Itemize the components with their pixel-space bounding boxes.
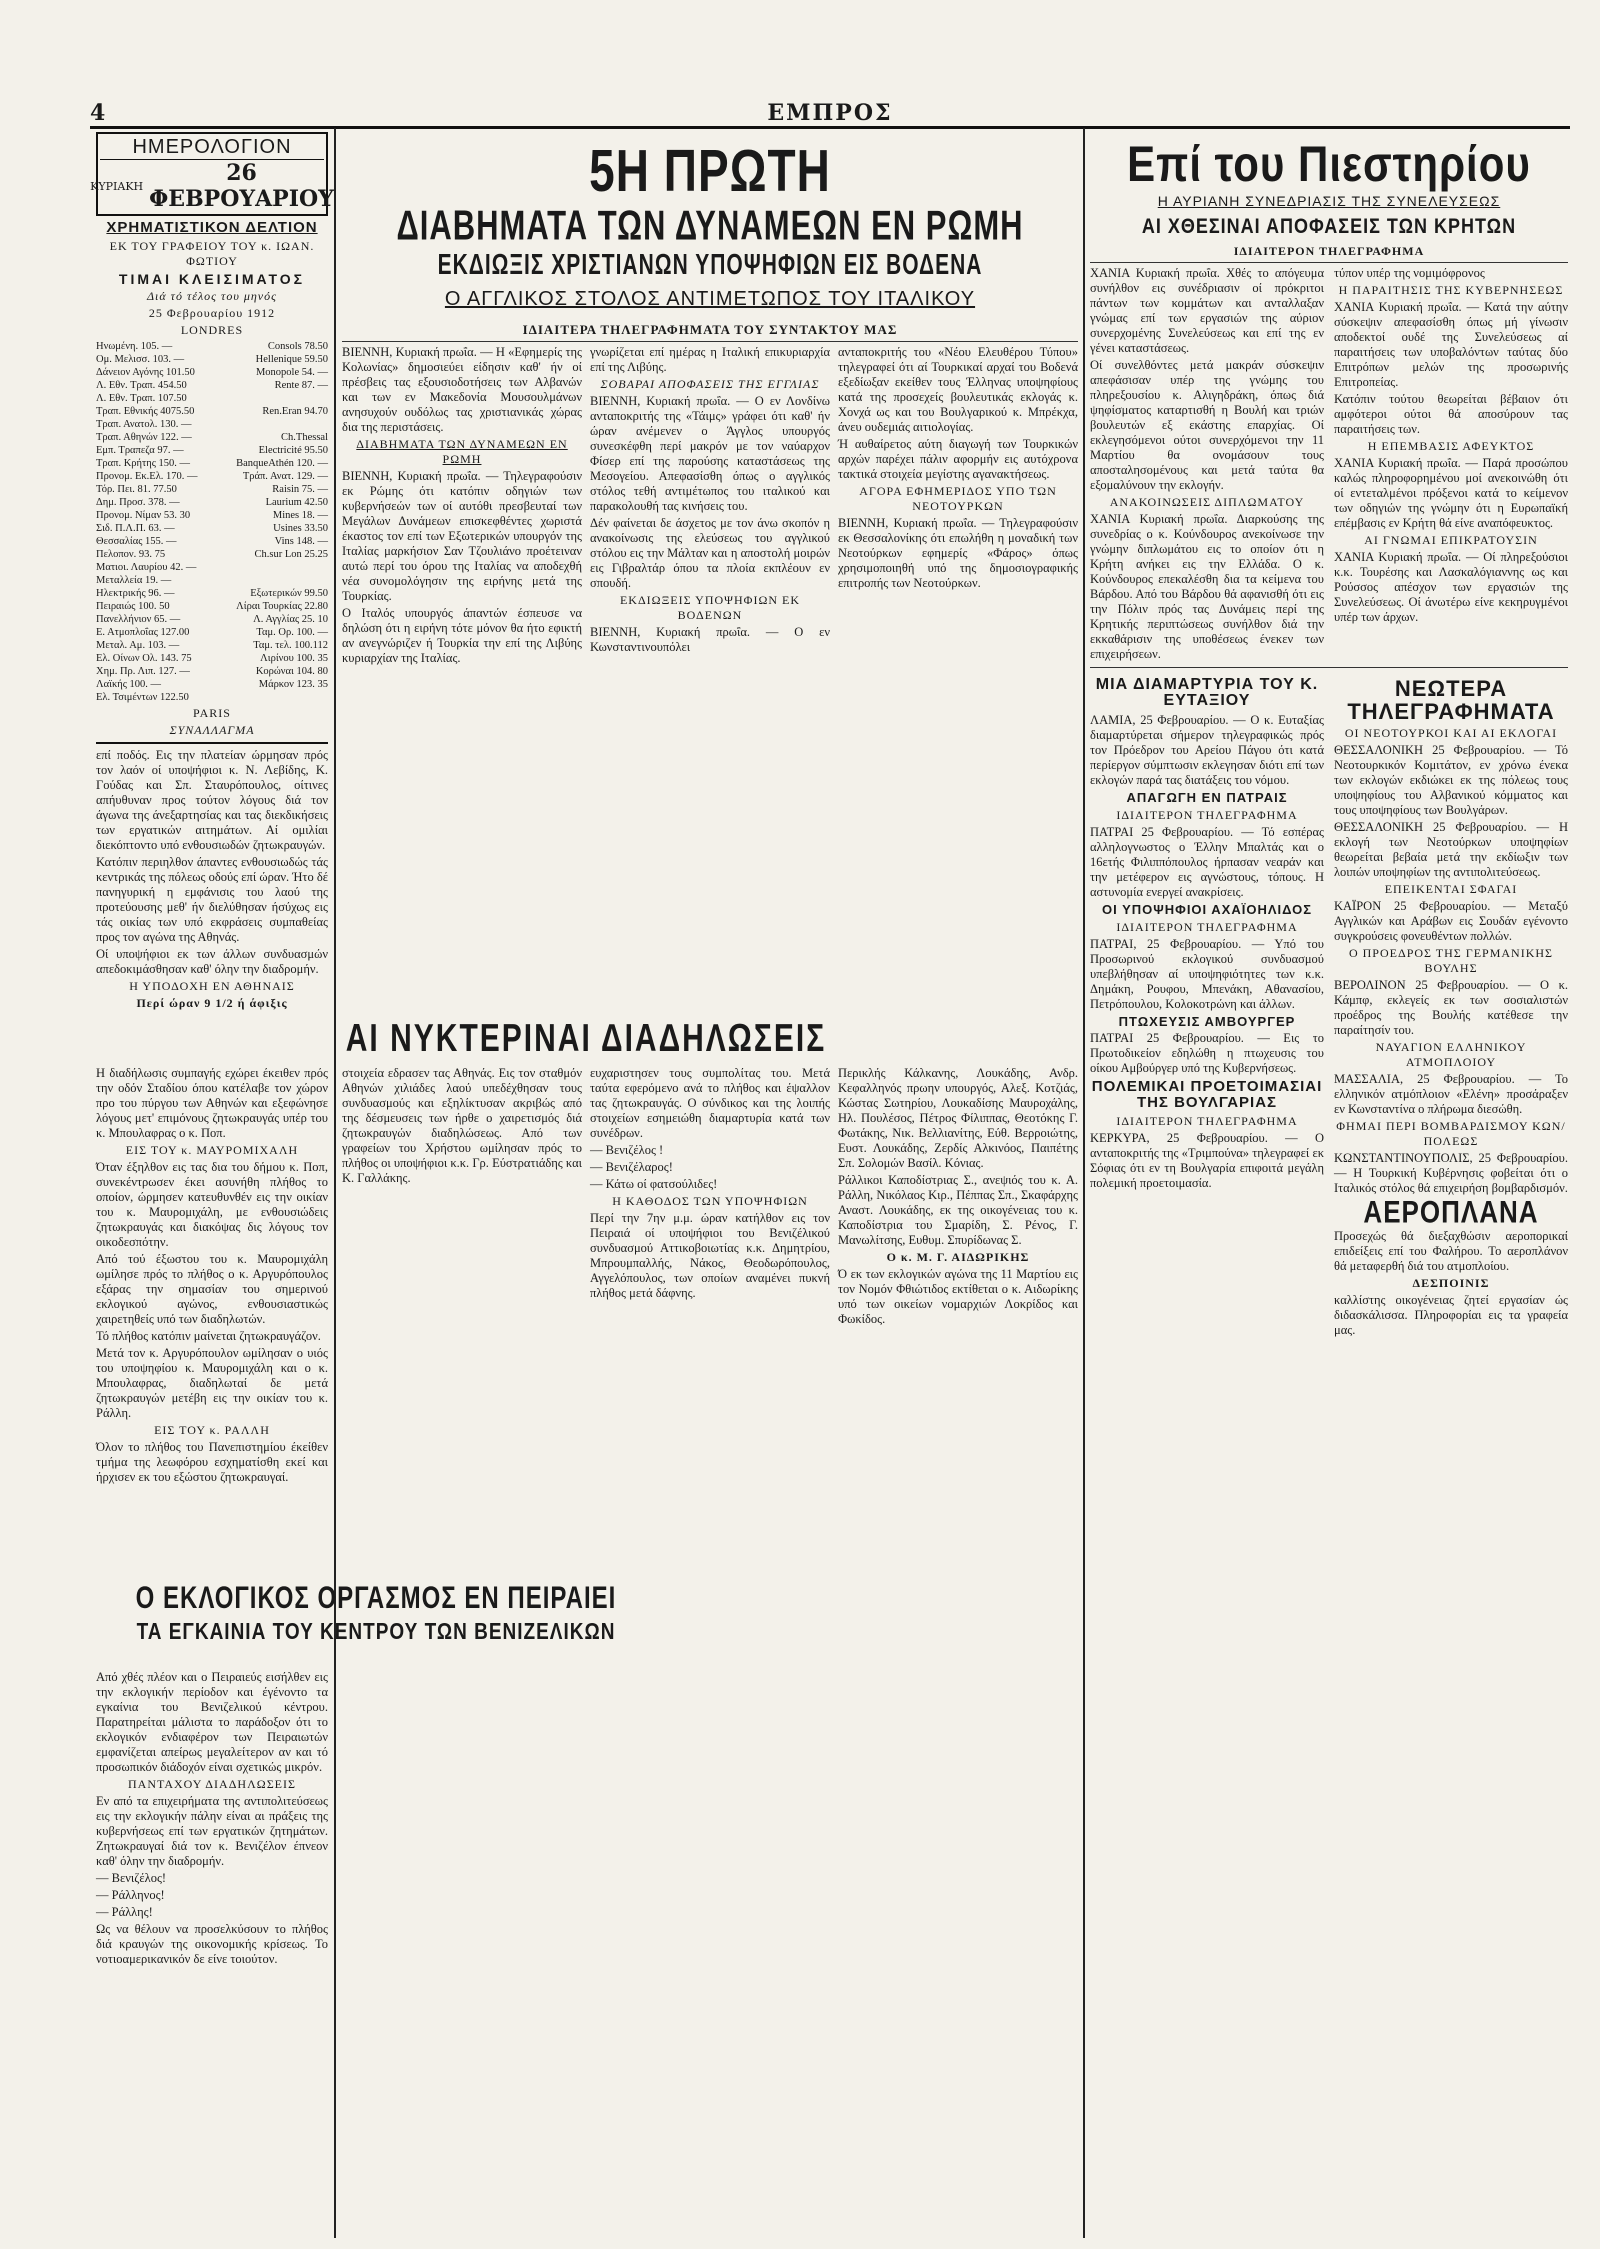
reception-title: Η ΥΠΟΔΟΧΗ ΕΝ ΑΘΗΝΑΙΣ: [129, 979, 295, 994]
market-table-cell: Πελοπον. 93. 75: [96, 549, 166, 561]
market-table-cell: Rente 87. —: [274, 380, 328, 392]
piraeus-column: [96, 1670, 328, 2238]
article-paragraph: ΠΑΤΡΑΙ, 25 Φεβρουαρίου. — Υπό του Προσωρινού εκλογικού συνδυασμού υπεβλήθησαν αί υποψηφιότητες των κ.κ. Δημάκη, Ρουφου, Μπενάκη, Αθανασίου, Πετρόπουλου, Κολοκοτρώνη και άλλων.: [1090, 936, 1324, 1011]
article-paragraph: Η διαδήλωσις συμπαγής εχώρει έκειθεν πρός την οδόν Σταδίου όπου κατέλαβε τον χώρον προ του πύργου των Αθηνών και εξεφώνησε λόγους μετ' επιμόνους ζητωκραυγάς υπέρ του κ. Μπουλαφρας ο κ. Ποπ.: [96, 1066, 328, 1140]
right-column: [1090, 128, 1568, 2238]
bulgaria-title: ΠΟΛΕΜΙΚΑΙ ΠΡΟΕΤΟΙΜΑΣΙΑΙ ΤΗΣ ΒΟΥΛΓΑΡΙΑΣ: [1091, 1078, 1323, 1111]
headline-ekdioxis: ΕΚΔΙΩΞΙΣ ΧΡΙΣΤΙΑΝΩΝ ΥΠΟΨΗΦΙΩΝ ΕΙΣ ΒΟΔΕΝΑ: [437, 249, 983, 281]
market-title: ΧΡΗΜΑΤΙΣΤΙΚΟΝ ΔΕΛΤΙΟΝ: [106, 219, 318, 236]
market-table-cell: Χημ. Πρ. Λιπ. 127. —: [96, 666, 190, 678]
section-heading: Η ΚΑΘΟΔΟΣ ΤΩΝ ΥΠΟΨΗΦΙΩΝ: [612, 1194, 808, 1208]
market-table-cell: Προνομ. Νίμαν 53. 30: [96, 510, 191, 522]
market-table-cell: Προνομ. Εκ.Ελ. 170. —: [96, 471, 198, 483]
piraeus-subtitle: ΤΑ ΕΓΚΑΙΝΙΑ ΤΟΥ ΚΕΝΤΡΟΥ ΤΩΝ ΒΕΝΙΖΕΛΙΚΩΝ: [136, 1619, 616, 1646]
article-paragraph: ΘΕΣΣΑΛΟΝΙΚΗ 25 Φεβρουαρίου. — Τό Νεοτουρκικόν Κομιτάτον, εν χρόνω ένεκα των εκλογών εκδιώκει εκ της πόλεως τους υποψηφίους του Αλβανικού κόμματος και τους υποψηφίους των Βουλγάρων.: [1334, 742, 1568, 817]
market-table-row: [96, 418, 328, 431]
market-table-cell: Λιρίνου 100. 35: [260, 653, 328, 665]
cheer-line: — Ράλλης!: [96, 1905, 153, 1919]
article-paragraph: Κατόπιν τούτου θεωρείται βέβαιον ότι αμφότεροι ούτοι θά αποσύρουν τας παραιτήσεις των.: [1334, 391, 1568, 436]
bankrupt-title: ΠΤΩΧΕΥΣΙΣ ΑΜΒΟΥΡΓΕΡ: [1118, 1013, 1296, 1029]
market-table-row: [96, 392, 328, 405]
abduction-title: ΑΠΑΓΩΓΗ ΕΝ ΠΑΤΡΑΙΣ: [1126, 790, 1288, 806]
cheer-line: — Βενιζέλος !: [590, 1143, 664, 1157]
center-lower: [342, 1066, 1078, 2238]
planes-title: ΑΕΡΟΠΛΑΝΑ: [1363, 1193, 1539, 1230]
market-table-cell: Κορώναι 104. 80: [255, 666, 328, 678]
section-heading: ΔΕΣΠΟΙΝΙΣ: [1412, 1276, 1490, 1291]
market-table-cell: Ch.Thessal: [281, 432, 328, 444]
article-paragraph: ευχαριστησεν τους συμπολίτας του. Μετά ταύτα εφερόμενο ανά το πλήθος και έψαλλον τας ζητωκραυγάς. Ο σύνδικος και της λοιπής στοιχείων εσημειώθη διαμαρτυρία κατά των συνέδρων.: [590, 1066, 830, 1140]
market-table-row: [96, 561, 328, 574]
market-table-cell: Hellenique 59.50: [255, 354, 328, 366]
article-paragraph: Περικλής Κάλκανης, Λουκάδης, Ανδρ. Κεφαλληνός πρωην υπουργός, Αλεξ. Κοτζιάς, Κώστας Σωτηρίου, Λουκαδίσης Μαυροχάλης, Ηλ. Πουλέσος, Πέτρος Φίλιππας, Θεοτόκης Γ. Φωτάκης, Νικ. Βελλιανίτης, Εύθ. Βερροιώτης, Ευστ. Λουκάδης, Ζερδίς Αλκινόος, Παιπέτης Σπ. Σολομών Βασίλ. Κόνιας.: [838, 1066, 1078, 1170]
nocturnal-heading: [96, 1016, 1076, 1060]
market-table-cell: Electricité 95.50: [258, 445, 328, 457]
article-paragraph: Ράλλικοι Καποδίστριας Σ., ανεψιός του κ. Α. Ράλλη, Νικόλαος Κιρ., Πέππας Σπ., Σκαφάρχης Αναστ. Λουκάδης, εκ της οικογένειας του κ. Καποδίστρια του Σμαρίδη, Σ. Ρένος, Γ. Μανωλίτσης, Ευθυμ. Σπυρίδωνας Σ.: [838, 1173, 1078, 1247]
paper-name: ΕΜΠΡΟΣ: [767, 100, 893, 126]
cheer-line: — Βενιζέλος!: [96, 1871, 167, 1885]
section-heading: Η ΠΑΡΑΙΤΗΣΙΣ ΤΗΣ ΚΥΒΕΡΝΗΣΕΩΣ: [1338, 282, 1564, 297]
market-table-cell: Ηλεκτρικής 96. —: [96, 588, 175, 600]
market-table-row: [96, 691, 328, 704]
market-table-row: [96, 678, 328, 691]
market-table-cell: Λ. Εθν. Τραπ. 107.50: [96, 393, 187, 405]
article-paragraph: Ή αυθαίρετος αύτη διαγωγή των Τουρκικών αρχών παρέχει πάλιν αφορμήν εις αυτόχρονα τακτικά στοιχεία μεγίστης αγανακτήσεως.: [838, 436, 1078, 481]
article-paragraph: ΛΑΜΙΑ, 25 Φεβρουαρίου. — Ο κ. Ευταξίας διαμαρτύρεται σήμερον τηλεγραφικώς πρός τον Πρόεδρον του Αρείου Πάγου ότι κατά περίεργον σύμπτωσιν εκλεγησαν διότι επί των εκλογών παρά τας διατάξεις του νόμου.: [1090, 713, 1324, 788]
market-table-cell: Δάνειον Αγόνης 101.50: [96, 367, 195, 379]
market-table-cell: Θεσσαλίας 155. —: [96, 536, 177, 548]
market-table-cell: Λ. Εθν. Τραπ. 454.50: [96, 380, 187, 392]
section-heading: ΙΔΙΑΙΤΕΡΟΝ ΤΗΛΕΓΡΑΦΗΜΑ: [1116, 807, 1298, 822]
market-table-cell: Δημ. Προσ. 378. —: [96, 497, 180, 509]
market-table-row: [96, 600, 328, 613]
right-sub3: ΙΔΙΑΙΤΕΡΟΝ ΤΗΛΕΓΡΑΦΗΜΑ: [1233, 243, 1425, 258]
market-table-row: [96, 496, 328, 509]
headline-diavimata: ΔΙΑΒΗΜΑΤΑ ΤΩΝ ΔΥΝΑΜΕΩΝ ΕΝ ΡΩΜΗ: [396, 201, 1024, 250]
market-table-row: [96, 587, 328, 600]
mavromichali-title: ΕΙΣ ΤΟΥ κ. ΜΑΥΡΟΜΙΧΑΛΗ: [125, 1143, 299, 1157]
calendar-day: ΚΥΡΙΑΚΗ: [90, 179, 144, 193]
article-paragraph: τύπον υπέρ της νομιμόφρονος: [1334, 265, 1485, 280]
article-paragraph: Μετά τον κ. Αργυρόπουλον ωμίλησαν ο υιός του υποψηφίου κ. Μαυρομιχάλη και ο κ. Μπουλαφρας, διαδηλωταί δε μετά ζητωκραυγών μετέβη εις την οικίαν του κ. Ράλλη.: [96, 1346, 328, 1420]
market-table-cell: Τραπ. Ανατολ. 130. —: [96, 419, 192, 431]
market-table-cell: Ταμ. Ορ. 100. —: [256, 627, 328, 639]
article-paragraph: ΧΑΝΙΑ Κυριακή πρωΐα. — Παρά προσώπου καλώς πληροφορημένου μοί ανεκοινώθη ότι οί εντεταλμένοι πρόξενοι κατά το κείμενον των οδηγιών της γνώμην ότι η Ευρωπαϊκή επέμβασις εν Κρήτη θά είνε αναπόφευκτος.: [1334, 455, 1568, 530]
market-table-cell: BanqueAthén 120. —: [236, 458, 328, 470]
market-table-cell: Ε. Ατμοπλοΐας 127.00: [96, 627, 190, 639]
calendar-title: ΗΜΕΡΟΛΟΓΙΟΝ: [132, 136, 292, 158]
rallis-title: ΕΙΣ ΤΟΥ κ. ΡΑΛΛΗ: [154, 1423, 270, 1437]
market-table-row: [96, 457, 328, 470]
market-table-row: [96, 639, 328, 652]
article-paragraph: Δέν φαίνεται δε άσχετος με τον άνω σκοπόν η ανακοίνωσις της ελεύσεως του αγγλικού στόλου εις την Μάλταν και η αποστολή μοιρών εις Γιβραλτάρ όπου τα πλοία εκπλέουν εν σπουδή.: [590, 515, 830, 590]
market-table: [96, 340, 328, 704]
market-table-row: [96, 626, 328, 639]
article-paragraph: ΒΙΕΝΝΗ, Κυριακή πρωΐα. — Τηλεγραφούσιν εκ Ρώμης ότι κατόπιν οδηγιών των κυβερνήσεών των οί αυτόθι πρεσβευταί των Μεγάλων Δυνάμεων επισκεφθέντες χωριστά έκαστος τον επί των Εξωτερικών υπουργόν της Ιταλίας μαρκήσιον Σαν Τζουλιάνο προέτειναν αυτώ περί του όρου της Ιταλίας να αποδεχθή νέα συνομολόγησιν της ειρήνης μετά της Τουρκίας.: [342, 468, 582, 603]
article-paragraph: Από τού έξωστου του κ. Μαυρομιχάλη ωμίλησε πρός το πλήθος ο κ. Αργυρόπουλος εξάρας την σημασίαν του σημερινού εκλογικού αγώνος, ενθουσιαστικώς χαιρετηθείς υπό των διαδηλωτών.: [96, 1252, 328, 1326]
market-table-row: [96, 444, 328, 457]
column-rule: [334, 128, 336, 2238]
article-paragraph: γνωρίζεται επί ημέρας η Ιταλική επικυριαρχία επί της Λιβύης.: [590, 344, 830, 374]
market-table-cell: Ελ. Οίνων Ολ. 143. 75: [96, 653, 192, 665]
reception-subtitle: Περί ώραν 9 1/2 ή άφιξις: [136, 996, 288, 1011]
market-table-cell: Ch.sur Lon 25.25: [254, 549, 328, 561]
market-note: Διά τό τέλος του μηνός: [146, 289, 278, 304]
section-heading: ΑΓΟΡΑ ΕΦΗΜΕΡΙΔΟΣ ΥΠΟ ΤΩΝ ΝΕΟΤΟΥΡΚΩΝ: [859, 483, 1057, 513]
article-paragraph: Ό εκ των εκλογικών αγώνα της 11 Μαρτίου εις τον Νομόν Φθιώτιδος εκτίθεται ο κ. Αιδωρίκης υπό των οικείων νομαρχιών Λοκρίδος και Φωκίδος.: [838, 1267, 1078, 1326]
cheer-line: — Βενιζέλαρος!: [590, 1160, 673, 1174]
article-paragraph: ΒΙΕΝΝΗ, Κυριακή πρωΐα. — Ο εν Κωνσταντινουπόλει: [590, 624, 830, 654]
market-table-cell: Ελ. Τσιμέντων 122.50: [96, 692, 189, 704]
article-paragraph: ΧΑΝΙΑ Κυριακή πρωΐα. Χθές το απόγευμα συνήλθον εις συνέδριασιν οί πρόκριτοι πάντων των κομμάτων και ανταλλαξαν γνώμας επί των εργασιών της αύριον συνερχομένης Συνελεύσεως και επί της εν γένει καταστάσεως.: [1090, 265, 1324, 355]
market-table-cell: Ren.Eran 94.70: [262, 406, 328, 418]
market-table-cell: Laurium 42.50: [265, 497, 328, 509]
protest-title: ΜΙΑ ΔΙΑΜΑΡΤΥΡΙΑ ΤΟΥ Κ. ΕΥΤΑΞΙΟΥ: [1095, 675, 1319, 710]
section-heading: ΟΙ ΝΕΟΤΟΥΡΚΟΙ ΚΑΙ ΑΙ ΕΚΛΟΓΑΙ: [1344, 725, 1558, 740]
section-heading: ΕΠΕΙΚΕΝΤΑΙ ΣΦΑΓΑΙ: [1384, 881, 1518, 896]
market-table-row: [96, 509, 328, 522]
article-paragraph: ΧΑΝΙΑ Κυριακή πρωΐα. — Κατά την αύτην σύσκεψιν απεφασίσθη όπως μή γίνωσιν αποδεκτοί ουδέ της Συνελεύσεως αί παραιτήσεις των υποβαλόντων ταύτας δύο Επιτρόπων μελών της προσωρινής Επιτροπείας.: [1334, 299, 1568, 389]
market-table-row: [96, 405, 328, 418]
main-headline: 5Η ΠΡΩΤΗ: [589, 136, 831, 204]
cheer-line: — Κάτω οί φατσούλιδες!: [590, 1177, 718, 1191]
market-table-cell: Mines 18. —: [272, 510, 328, 522]
article-paragraph: Οί υποψήφιοι εκ των άλλων συνδυασμών απεδοκιμάσθησαν καθ' όλην την διαδρομήν.: [96, 947, 328, 977]
article-paragraph: ΠΑΤΡΑΙ 25 Φεβρουαρίου. — Τό εσπέρας αλληλογνωστος ο Έλλην Μπαλτάς και ο 16ετής Φιλιππόπουλος ήρπασαν νεαράν και την μετέφερον εις αγνώστους, τόπους. Η αστυνομία ενεργεί ανακρίσεις.: [1090, 824, 1324, 899]
market-table-row: [96, 652, 328, 665]
market-table-cell: Ηνωμένη. 105. —: [96, 341, 173, 353]
column-rule: [1083, 128, 1085, 2238]
market-table-cell: Πανελλήνιον 65. —: [96, 614, 181, 626]
article-paragraph: καλλίστης οικογένειας ζητεί εργασίαν ώς διδασκάλισσα. Πληροφορίαι εις τα γραφεία μας.: [1334, 1293, 1568, 1338]
market-table-cell: Raisin 75. —: [272, 484, 328, 496]
article-paragraph: Τό πλήθος κατόπιν μαίνεται ζητωκραυγάζον.: [96, 1329, 321, 1343]
market-table-row: [96, 483, 328, 496]
article-paragraph: Ως να θέλουν να προσελκύσουν το πλήθος διά κραυγών της οικονομικής κρίσεως. Το νοτιοαμερικανικόν δε είνε τοιούτον.: [96, 1922, 328, 1966]
paris-label: PARIS: [193, 706, 231, 721]
article-paragraph: Όταν έξηλθον εις τας δια του δήμου κ. Ποπ, συνεκέντρωσεν έκει ασυνήθη πλήθος το οποίον, ώρμησεν κατευθυνθέν εις την οικίαν του κ. Μαυρομιχάλη, με ενθουσιώδεις ζητωκραυγάς και διακόψας δις λόγους τον οικοδεσπότην.: [96, 1160, 328, 1249]
section-heading: ΣΟΒΑΡΑΙ ΑΠΟΦΑΣΕΙΣ ΤΗΣ ΕΓΓΛΙΑΣ: [600, 376, 820, 391]
market-table-row: [96, 353, 328, 366]
market-table-row: [96, 665, 328, 678]
synallagma-label: ΣΥΝΑΛΛΑΓΜΑ: [169, 723, 255, 738]
market-table-cell: Εξωτερικών 99.50: [250, 588, 328, 600]
article-paragraph: Κατόπιν περιηλθον άπαντες ενθουσιωδώς τάς κεντρικάς της πόλεως οδούς επί ώραν. Ήτο δέ πανηγυρική η εμφάνισις του λαού της προτεύουσης μεθ' ήν διελύθησαν ήσύχως εις τάς οικίας των υπό εκφράσεις συμπαθείας προς τον αγώνα της Αθηνάς.: [96, 855, 328, 945]
article-paragraph: ΒΕΡΟΛΙΝΟΝ 25 Φεβρουαρίου. — Ο κ. Κάμπφ, εκλεγείς εκ των σοσιαλιστών προέδρος της Βουλής κατέθεσε την παραίτησίν του.: [1334, 977, 1568, 1037]
right-sub1: Η ΑΥΡΙΑΝΗ ΣΥΝΕΔΡΙΑΣΙΣ ΤΗΣ ΣΥΝΕΛΕΥΣΕΩΣ: [1157, 193, 1501, 210]
market-table-row: [96, 379, 328, 392]
article-paragraph: ΒΙΕΝΝΗ, Κυριακή πρωΐα. — Η «Εφημερίς της Κολωνίας» δημοσιεύει είδησιν καθ' ήν οί πρέσβεις τας εξουσιοδοτήσεις των Αλβανών και των εν Μακεδονία Μουσουλμάνων ανησυχούν ουδόλως τας χριστιανικάς χώρας δια της περιστάσεις.: [342, 344, 582, 434]
section-heading: ΦΗΜΑΙ ΠΕΡΙ ΒΟΜΒΑΡΔΙΣΜΟΥ ΚΩΝ/ΠΟΛΕΩΣ: [1336, 1118, 1566, 1148]
headline-stolos: Ο ΑΓΓΛΙΚΟΣ ΣΤΟΛΟΣ ΑΝΤΙΜΕΤΩΠΟΣ ΤΟΥ ΙΤΑΛΙΚΟΥ: [444, 287, 976, 310]
right-sub2: ΑΙ ΧΘΕΣΙΝΑΙ ΑΠΟΦΑΣΕΙΣ ΤΩΝ ΚΡΗΤΩΝ: [1141, 213, 1517, 238]
londres-label: LONDRES: [180, 323, 244, 338]
calendar-box: [90, 132, 334, 216]
article-paragraph: ΜΑΣΣΑΛΙΑ, 25 Φεβρουαρίου. — Το ελληνικόν ατμόπλοιον «Ελένη» προσάραξεν εν Κωνσταντίνα ο πλήρωμα διεσώθη.: [1334, 1071, 1568, 1116]
article-paragraph: Ο Ιταλός υπουργός άπαντών έσπευσε να δηλώση ότι η ειρήνη τότε μόνον θα ήτο εφικτή αν ανεγνώριζεν ή Τουρκία την επί της Λιβύης κυριαρχίαν της Ιταλίας.: [342, 605, 582, 665]
right-title: Επί του Πιεστηρίου: [1127, 135, 1531, 192]
article-paragraph: Προσεχώς θά διεξαχθώσιν αεροπορικαί επιδείξεις επί του Φαλήρου. Το αεροπλάνον θά μεταφερθή διά του ατμοπλοίου.: [1334, 1229, 1568, 1274]
page-number: 4: [90, 100, 106, 126]
article-paragraph: Οί συνελθόντες μετά μακράν σύσκεψιν απεφάσισαν υπέρ της γνώμης του πληρεξουσίου κ. Αλιγηδράκη, όπως διά ψηφίσματος καταρτισθή η Βουλή και τριών βουλευτών εξ εκάστης επαρχίας. Οί εκλεγησόμενοι ούτοι συνερχόμενοι την 11 Μαρτίου θα ονομάσουν τους αποσταλησομένους και μετά ταύτα θα εξομαλύνουν την εκλογήν.: [1090, 357, 1324, 492]
market-table-cell: Μάρκον 123. 35: [258, 679, 328, 691]
article-paragraph: ΠΑΤΡΑΙ 25 Φεβρουαρίου. — Εις το Πρωτοδικείον εδηλώθη η πτωχευσις του οίκου Αμβούργερ υπό της Κυβερνήσεως.: [1090, 1031, 1324, 1076]
article-paragraph: ΚΑΪΡΟΝ 25 Φεβρουαρίου. — Μεταξύ Αγγλικών και Αράβων εις Σουδάν εγένοντο συγκρούσεις φονευθέντων πολλών.: [1334, 898, 1568, 943]
article-paragraph: Όλον το πλήθος του Πανεπιστημίου έκείθεν τμήμα της λεωφόρου εσχηματίσθη εκεί και ήρχισεν εκ του εξώστου ζητωκραυγαί.: [96, 1440, 328, 1484]
article-paragraph: ΘΕΣΣΑΛΟΝΙΚΗ 25 Φεβρουαρίου. — Η εκλογή των Νεοτούρκων υποψηφίων θεωρείται βεβαία μετά την εκδίωξιν των λοιπών υποψηφίων της αντιπολιτεύσεως.: [1334, 819, 1568, 879]
piraeus-title: Ο ΕΚΛΟΓΙΚΟΣ ΟΡΓΑΣΜΟΣ ΕΝ ΠΕΙΡΑΙΕΙ: [135, 1580, 617, 1617]
market-table-cell: Ταμ. τελ. 100.112: [253, 640, 328, 652]
market-table-row: [96, 613, 328, 626]
market-table-cell: Consols 78.50: [267, 341, 328, 353]
market-table-cell: Πειραιώς 100. 50: [96, 601, 170, 613]
nocturnal-column: [96, 1066, 328, 1566]
market-source: ΕΚ ΤΟΥ ΓΡΑΦΕΙΟΥ ΤΟΥ κ. ΙΩΑΝ. ΦΩΤΙΟΥ: [109, 238, 315, 268]
article-paragraph: Περί την 7ην μ.μ. ώραν κατήλθον εις τον Πειραιά οί υποψήφιοι του Βενιζέλικού συνδυασμού Αττικοβοιωτίας κ.κ. Δημητρίου, Μπρουμπαλλής, Νάκος, Θεοδωρόπουλος, Αγγελόπουλος, των οποίων αναμένει πυκνή πλήθος μετά δάφνης.: [590, 1211, 830, 1300]
section-heading: ΙΔΙΑΙΤΕΡΟΝ ΤΗΛΕΓΡΑΦΗΜΑ: [1116, 919, 1298, 934]
section-heading: ΑΝΑΚΟΙΝΩΣΕΙΣ ΔΙΠΛΩΜΑΤΟΥ: [1109, 494, 1305, 509]
market-table-cell: Monopole 54. —: [255, 367, 328, 379]
article-paragraph: ΚΩΝΣΤΑΝΤΙΝΟΥΠΟΛΙΣ, 25 Φεβρουαρίου. — Η Τουρκική Κυβέρνησις φοβείται ότι ο Ιταλικός στόλος θά επιχειρήση βομβαρδισμόν.: [1334, 1150, 1568, 1195]
article-paragraph: ΧΑΝΙΑ Κυριακή πρωΐα. Διαρκούσης της συνεδρίας ο κ. Κούνδουρος ανεκοίνωσε την γνώμην διπλωμάτου εις το οποίον ότι η Κρήτη ανήκει εις την Ελλάδα. Ο κ. Κούνδουρος επεκαλέσθη δια τα κείμενα του Βάρδου. Από του Βάρδου θά αφανισθή ότι εις την Πόλιν πρός τας Δυνάμεις περί της Κρητικής περιπτώσεως συνήλθον διά την εκκαθάρισιν της υποθέσεως ένεκεν των επιχειρήσεων.: [1090, 511, 1324, 661]
market-table-row: [96, 574, 328, 587]
section-heading: ΕΚΔΙΩΞΕΙΣ ΥΠΟΨΗΦΙΩΝ ΕΚ ΒΟΔΕΝΩΝ: [619, 592, 801, 622]
article-paragraph: ΒΙΕΝΝΗ, Κυριακή πρωΐα. — Ο εν Λονδίνω ανταποκριτής της «Τάιμς» γράφει ότι καθ' ήν ώραν ανέμενεν ο Άγγλος υπουργός συνεσκέφθη περί μακρόν με τον ναύαρχον Φίσερ επί της παρούσης καταστάσεως της Μεσογείου. Απεφασίσθη όπως ο αγγλικός στόλος τεθή αντιμέτωπος του ιταλικού και παρακολουθή τας κινήσεις του.: [590, 393, 830, 513]
article-paragraph: ΧΑΝΙΑ Κυριακή πρωΐα. — Οί πληρεξούσιοι κ.κ. Τουρέσης και Λασκαλόγιαννης ως και Ρούσσος απέσχον των εργασιών της Συνελεύσεως. Οί άνωτέρω είνε κεκηρυγμένοι υπέρ των άρχων.: [1334, 549, 1568, 624]
article-paragraph: στοιχεία εδρασεν τας Αθηνάς. Εις τον σταθμόν Αθηνών χιλιάδες λαού υπεδέχθησαν τους συνδυασμούς και εξηλίκτυσαν ακριβώς από της δέσμευσεις των ήρθε ο χαιρετισμός διά ζητωκραυγών διαδηλώσεως. Από των γραφείων του Χρήστου ωμίλησαν πρός το πλήθος οι υποψήφιοι κ.κ. Γρ. Εύστρατιάδης και Κ. Γαλλάκης.: [342, 1066, 582, 1185]
center-column: [342, 128, 1078, 1008]
market-table-cell: Τραπ. Εθνικής 4075.50: [96, 406, 195, 418]
section-heading: ΔΙΑΒΗΜΑΤΑ ΤΩΝ ΔΥΝΑΜΕΩΝ ΕΝ ΡΩΜΗ: [356, 436, 568, 466]
article-paragraph: ΚΕΡΚΥΡΑ, 25 Φεβρουαρίου. — Ο ανταποκριτής της «Τριμπούνα» τηλεγραφεί εκ Σόφιας ότι εν τη Βουλγαρία επιφοιτά μεγάλη πολεμική προετοιμασία.: [1090, 1130, 1324, 1190]
calendar-date: 26 ΦΕΒΡΟΥΑΡΙΟΥ: [149, 160, 334, 212]
market-subtitle: ΤΙΜΑΙ ΚΛΕΙΣΙΜΑΤΟΣ: [118, 270, 306, 287]
market-table-row: [96, 431, 328, 444]
section-heading: Η ΕΠΕΜΒΑΣΙΣ ΑΦΕΥΚΤΟΣ: [1367, 438, 1535, 453]
article-paragraph: ΒΙΕΝΝΗ, Κυριακή πρωΐα. — Τηλεγραφούσιν εκ Θεσσαλονίκης ότι επωλήθη η μοναδική των Νεοτούρκων εφημερίς «Φάρος» όπως χρησιμοποιηθή υπό της δημοσιογραφικής επιτροπής των Νεοτούρκων.: [838, 515, 1078, 590]
nocturnal-title: ΑΙ ΝΥΚΤΕΡΙΝΑΙ ΔΙΑΔΗΛΩΣΕΙΣ: [345, 1016, 827, 1060]
section-heading: Ο κ. Μ. Γ. ΑΙΔΩΡΙΚΗΣ: [886, 1250, 1030, 1264]
market-table-cell: Λαϊκής 100. —: [96, 679, 162, 691]
cheer-line: — Ράλληνος!: [96, 1888, 165, 1902]
market-table-cell: Εμπ. Τραπεζα 97. —: [96, 445, 184, 457]
section-heading: ΝΑΥΑΓΙΟΝ ΕΛΛΗΝΙΚΟΥ ΑΤΜΟΠΛΟΙΟΥ: [1375, 1039, 1527, 1069]
market-table-cell: Τόρ. Πει. 81. 77.50: [96, 484, 177, 496]
market-table-cell: Vins 148. —: [274, 536, 328, 548]
market-table-row: [96, 535, 328, 548]
market-table-cell: Σιδ. Π.Λ.Π. 63. —: [96, 523, 175, 535]
market-table-row: [96, 470, 328, 483]
headline-telegrams: ΙΔΙΑΙΤΕΡΑ ΤΗΛΕΓΡΑΦΗΜΑΤΑ ΤΟΥ ΣΥΝΤΑΚΤΟΥ ΜΑΣ: [522, 321, 898, 337]
market-table-row: [96, 366, 328, 379]
market-table-row: [96, 522, 328, 535]
market-table-cell: Τραπ. Αθηνών 122. —: [96, 432, 192, 444]
newer-title: ΝΕΩΤΕΡΑ ΤΗΛΕΓΡΑΦΗΜΑΤΑ: [1347, 675, 1555, 724]
article-paragraph: επί ποδός. Εις την πλατείαν ώρμησαν πρός τον λαόν οί υποψήφιοι κ. Ν. Λεβίδης, Κ. Γούδας και Σπ. Σταυρόπουλος, οίτινες απήυθυναν προς τούτον λόγους διά τον άγωνα της άνεξαρτησίας και τας διεκδικήσεις των εργατικών αιτημάτων. Αί ομιλίαι διεκόπτοντο υπό ενθουσιωδών ζητωκραυγών.: [96, 748, 328, 853]
market-table-cell: Usines 33.50: [273, 523, 328, 535]
market-table-cell: Τραπ. Κρήτης 150. —: [96, 458, 191, 470]
market-table-cell: Ματιοι. Λαυρίου 42. —: [96, 562, 197, 574]
market-table-cell: Μεταλλεία 19. —: [96, 575, 172, 587]
section-heading: ΑΙ ΓΝΩΜΑΙ ΕΠΙΚΡΑΤΟΥΣΙΝ: [1364, 532, 1538, 547]
article-paragraph: Από χθές πλέον και ο Πειραιεύς εισήλθεν εις την εκλογικήν περίοδον και έγένοντο τα εγκαίνια του Βενιζελικού κέντρου. Παρατηρείται μάλιστα το παράδοξον ότι το εκλογικόν ενδιαφέρον των Πειραιωτών εμφανίζεται απείρως μεγαλείτερον αν και τό προσωπικόν διάδοχόν είναι σχετικώς μικρόν.: [96, 1670, 328, 1774]
section-heading: Ο ΠΡΟΕΔΡΟΣ ΤΗΣ ΓΕΡΜΑΝΙΚΗΣ ΒΟΥΛΗΣ: [1348, 945, 1554, 975]
diadiloseis-title: ΠΑΝΤΑΧΟΥ ΔΙΑΔΗΛΩΣΕΙΣ: [127, 1777, 296, 1791]
market-table-row: [96, 548, 328, 561]
market-table-cell: Ομ. Μελισσ. 103. —: [96, 354, 185, 366]
masthead: [90, 100, 1570, 129]
market-table-cell: Λ. Αγγλίας 25. 10: [253, 614, 328, 626]
article-paragraph: ανταποκριτής του «Νέου Ελευθέρου Τύπου» τηλεγραφεί ότι αί Τουρκικαί αρχαί του Βοδενά εξεδίωξαν εκείθεν τους Έλληνας υποψηφίους κατά της προσεχείς βουλευτικάς εκλογάς κ. Χονχά ως και του Βουλγαρικού κ. Μπρέκχα, άνευ ουδεμιάς αιτιολογίας.: [838, 344, 1078, 434]
market-table-cell: Μεταλ. Αμ. 103. —: [96, 640, 180, 652]
article-paragraph: Εν από τα επιχειρήματα της αντιπολιτεύσεως εις την εκλογικήν πάλην είναι αι πράξεις της κυβερνήσεως επί των εργατικών ζητημάτων. Ζητωκραυγαί διά τον κ. Βενιζέλον έπνεον καθ' όλην την διαδρομήν.: [96, 1794, 328, 1868]
candidates-title: ΟΙ ΥΠΟΨΗΦΙΟΙ ΑΧΑΪΟΗΛΙΔΟΣ: [1101, 901, 1313, 917]
market-table-row: [96, 340, 328, 353]
section-heading: ΙΔΙΑΙΤΕΡΟΝ ΤΗΛΕΓΡΑΦΗΜΑ: [1116, 1113, 1298, 1128]
market-table-cell: Τράπ. Ανατ. 129. —: [242, 471, 328, 483]
market-table-cell: Λίραι Τουρκίας 22.80: [236, 601, 328, 613]
market-date: 25 Φεβρουαρίου 1912: [148, 306, 276, 321]
